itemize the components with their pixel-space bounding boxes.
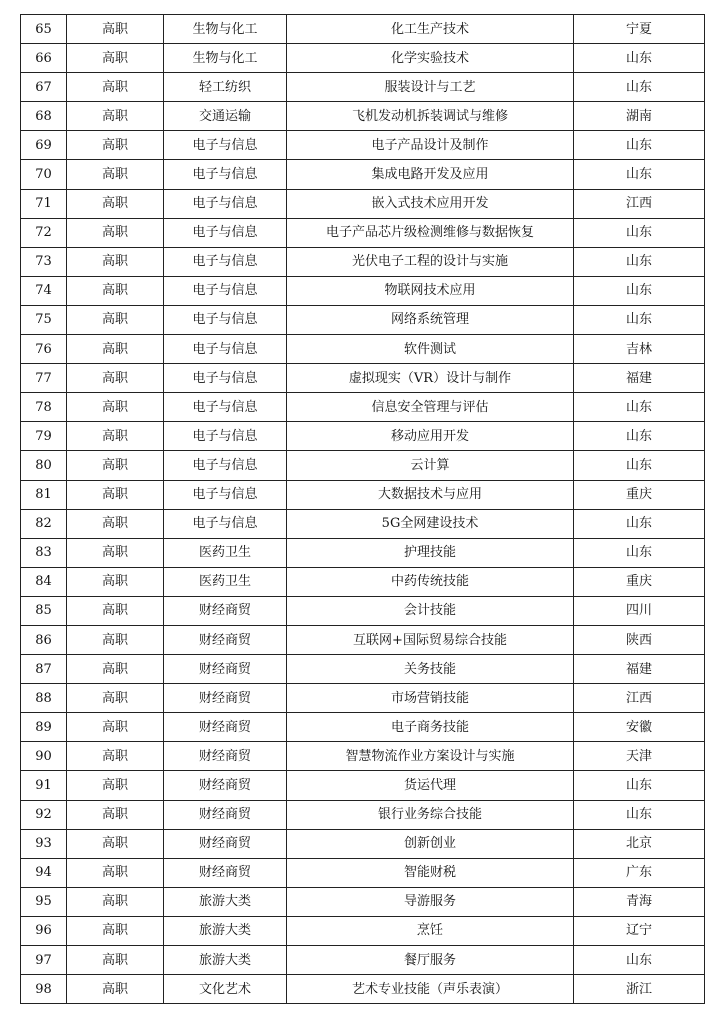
table-row: [21, 655, 705, 684]
category-cell: 财经商贸: [164, 596, 287, 625]
category-cell: 电子与信息: [164, 160, 287, 189]
category-cell: 财经商贸: [164, 742, 287, 771]
table-row: [21, 102, 705, 131]
event-name-cell: 护理技能: [287, 538, 574, 567]
row-number-cell: 86: [21, 625, 67, 654]
province-cell: 山东: [574, 451, 705, 480]
category-cell: 旅游大类: [164, 887, 287, 916]
table-row: [21, 829, 705, 858]
row-number-cell: 94: [21, 858, 67, 887]
province-cell: 湖南: [574, 102, 705, 131]
category-cell: 旅游大类: [164, 946, 287, 975]
level-cell: 高职: [67, 771, 164, 800]
category-cell: 电子与信息: [164, 335, 287, 364]
category-cell: 电子与信息: [164, 218, 287, 247]
table-row: [21, 276, 705, 305]
province-cell: 青海: [574, 887, 705, 916]
row-number-cell: 97: [21, 946, 67, 975]
row-number-cell: 76: [21, 335, 67, 364]
row-number-cell: 95: [21, 887, 67, 916]
event-name-cell: 烹饪: [287, 916, 574, 945]
province-cell: 吉林: [574, 335, 705, 364]
level-cell: 高职: [67, 335, 164, 364]
row-number-cell: 80: [21, 451, 67, 480]
level-cell: 高职: [67, 73, 164, 102]
event-name-cell: 智能财税: [287, 858, 574, 887]
category-cell: 旅游大类: [164, 916, 287, 945]
province-cell: 福建: [574, 364, 705, 393]
table-row: [21, 305, 705, 334]
category-cell: 电子与信息: [164, 305, 287, 334]
event-name-cell: 电子产品设计及制作: [287, 131, 574, 160]
province-cell: 宁夏: [574, 15, 705, 44]
event-name-cell: 光伏电子工程的设计与实施: [287, 247, 574, 276]
category-cell: 生物与化工: [164, 15, 287, 44]
category-cell: 轻工纺织: [164, 73, 287, 102]
table-row: [21, 160, 705, 189]
province-cell: 山东: [574, 305, 705, 334]
category-cell: 电子与信息: [164, 393, 287, 422]
level-cell: 高职: [67, 829, 164, 858]
category-cell: 电子与信息: [164, 189, 287, 218]
level-cell: 高职: [67, 625, 164, 654]
level-cell: 高职: [67, 160, 164, 189]
level-cell: 高职: [67, 102, 164, 131]
province-cell: 山东: [574, 422, 705, 451]
row-number-cell: 98: [21, 975, 67, 1004]
province-cell: 广东: [574, 858, 705, 887]
table-row: [21, 451, 705, 480]
table-row: [21, 916, 705, 945]
province-cell: 江西: [574, 189, 705, 218]
province-cell: 山东: [574, 800, 705, 829]
table-row: [21, 422, 705, 451]
row-number-cell: 68: [21, 102, 67, 131]
event-name-cell: 网络系统管理: [287, 305, 574, 334]
level-cell: 高职: [67, 393, 164, 422]
level-cell: 高职: [67, 946, 164, 975]
table-row: [21, 625, 705, 654]
event-name-cell: 货运代理: [287, 771, 574, 800]
event-name-cell: 物联网技术应用: [287, 276, 574, 305]
table-row: [21, 887, 705, 916]
event-name-cell: 集成电路开发及应用: [287, 160, 574, 189]
level-cell: 高职: [67, 858, 164, 887]
event-name-cell: 电子商务技能: [287, 713, 574, 742]
level-cell: 高职: [67, 916, 164, 945]
row-number-cell: 66: [21, 44, 67, 73]
event-name-cell: 服装设计与工艺: [287, 73, 574, 102]
row-number-cell: 90: [21, 742, 67, 771]
row-number-cell: 89: [21, 713, 67, 742]
event-name-cell: 化工生产技术: [287, 15, 574, 44]
level-cell: 高职: [67, 480, 164, 509]
category-cell: 电子与信息: [164, 276, 287, 305]
event-name-cell: 移动应用开发: [287, 422, 574, 451]
event-name-cell: 银行业务综合技能: [287, 800, 574, 829]
row-number-cell: 96: [21, 916, 67, 945]
table-row: [21, 393, 705, 422]
row-number-cell: 70: [21, 160, 67, 189]
table-body: [21, 15, 705, 1004]
category-cell: 医药卫生: [164, 538, 287, 567]
table-row: [21, 73, 705, 102]
table-row: [21, 946, 705, 975]
event-name-cell: 关务技能: [287, 655, 574, 684]
table-row: [21, 364, 705, 393]
event-name-cell: 嵌入式技术应用开发: [287, 189, 574, 218]
province-cell: 江西: [574, 684, 705, 713]
province-cell: 安徽: [574, 713, 705, 742]
row-number-cell: 72: [21, 218, 67, 247]
province-cell: 山东: [574, 509, 705, 538]
table-row: [21, 771, 705, 800]
province-cell: 浙江: [574, 975, 705, 1004]
province-cell: 辽宁: [574, 916, 705, 945]
category-cell: 交通运输: [164, 102, 287, 131]
province-cell: 天津: [574, 742, 705, 771]
province-cell: 北京: [574, 829, 705, 858]
row-number-cell: 73: [21, 247, 67, 276]
category-cell: 财经商贸: [164, 771, 287, 800]
table-row: [21, 800, 705, 829]
row-number-cell: 79: [21, 422, 67, 451]
table-row: [21, 480, 705, 509]
level-cell: 高职: [67, 509, 164, 538]
province-cell: 山东: [574, 247, 705, 276]
category-cell: 财经商贸: [164, 625, 287, 654]
table-row: [21, 567, 705, 596]
category-cell: 电子与信息: [164, 422, 287, 451]
category-cell: 电子与信息: [164, 480, 287, 509]
row-number-cell: 83: [21, 538, 67, 567]
row-number-cell: 67: [21, 73, 67, 102]
row-number-cell: 84: [21, 567, 67, 596]
level-cell: 高职: [67, 800, 164, 829]
row-number-cell: 75: [21, 305, 67, 334]
province-cell: 山东: [574, 73, 705, 102]
table-row: [21, 15, 705, 44]
row-number-cell: 92: [21, 800, 67, 829]
row-number-cell: 71: [21, 189, 67, 218]
event-name-cell: 化学实验技术: [287, 44, 574, 73]
event-name-cell: 5G全网建设技术: [287, 509, 574, 538]
level-cell: 高职: [67, 975, 164, 1004]
category-cell: 电子与信息: [164, 131, 287, 160]
category-cell: 财经商贸: [164, 655, 287, 684]
province-cell: 山东: [574, 538, 705, 567]
row-number-cell: 77: [21, 364, 67, 393]
table-row: [21, 247, 705, 276]
province-cell: 山东: [574, 44, 705, 73]
level-cell: 高职: [67, 655, 164, 684]
level-cell: 高职: [67, 218, 164, 247]
province-cell: 山东: [574, 131, 705, 160]
level-cell: 高职: [67, 276, 164, 305]
event-name-cell: 虚拟现实（VR）设计与制作: [287, 364, 574, 393]
category-cell: 文化艺术: [164, 975, 287, 1004]
province-cell: 陕西: [574, 625, 705, 654]
table-row: [21, 509, 705, 538]
table-row: [21, 742, 705, 771]
level-cell: 高职: [67, 538, 164, 567]
table-row: [21, 335, 705, 364]
event-name-cell: 餐厅服务: [287, 946, 574, 975]
category-cell: 财经商贸: [164, 829, 287, 858]
province-cell: 重庆: [574, 480, 705, 509]
table-row: [21, 596, 705, 625]
row-number-cell: 82: [21, 509, 67, 538]
level-cell: 高职: [67, 44, 164, 73]
category-cell: 医药卫生: [164, 567, 287, 596]
province-cell: 山东: [574, 276, 705, 305]
event-name-cell: 会计技能: [287, 596, 574, 625]
province-cell: 四川: [574, 596, 705, 625]
province-cell: 山东: [574, 393, 705, 422]
event-name-cell: 电子产品芯片级检测维修与数据恢复: [287, 218, 574, 247]
category-cell: 电子与信息: [164, 247, 287, 276]
event-name-cell: 信息安全管理与评估: [287, 393, 574, 422]
event-name-cell: 创新创业: [287, 829, 574, 858]
province-cell: 山东: [574, 771, 705, 800]
category-cell: 财经商贸: [164, 713, 287, 742]
row-number-cell: 65: [21, 15, 67, 44]
province-cell: 重庆: [574, 567, 705, 596]
province-cell: 山东: [574, 218, 705, 247]
table-row: [21, 858, 705, 887]
event-name-cell: 云计算: [287, 451, 574, 480]
level-cell: 高职: [67, 247, 164, 276]
table-row: [21, 131, 705, 160]
event-name-cell: 智慧物流作业方案设计与实施: [287, 742, 574, 771]
row-number-cell: 81: [21, 480, 67, 509]
event-name-cell: 大数据技术与应用: [287, 480, 574, 509]
level-cell: 高职: [67, 596, 164, 625]
event-name-cell: 艺术专业技能（声乐表演）: [287, 975, 574, 1004]
level-cell: 高职: [67, 189, 164, 218]
province-cell: 山东: [574, 160, 705, 189]
level-cell: 高职: [67, 567, 164, 596]
row-number-cell: 87: [21, 655, 67, 684]
row-number-cell: 69: [21, 131, 67, 160]
row-number-cell: 91: [21, 771, 67, 800]
event-name-cell: 导游服务: [287, 887, 574, 916]
event-name-cell: 飞机发动机拆装调试与维修: [287, 102, 574, 131]
level-cell: 高职: [67, 684, 164, 713]
province-cell: 山东: [574, 946, 705, 975]
row-number-cell: 88: [21, 684, 67, 713]
level-cell: 高职: [67, 422, 164, 451]
event-name-cell: 软件测试: [287, 335, 574, 364]
table-row: [21, 218, 705, 247]
row-number-cell: 78: [21, 393, 67, 422]
category-cell: 生物与化工: [164, 44, 287, 73]
row-number-cell: 74: [21, 276, 67, 305]
level-cell: 高职: [67, 131, 164, 160]
row-number-cell: 93: [21, 829, 67, 858]
level-cell: 高职: [67, 742, 164, 771]
table-row: [21, 538, 705, 567]
table-row: [21, 44, 705, 73]
event-name-cell: 互联网+国际贸易综合技能: [287, 625, 574, 654]
table-row: [21, 189, 705, 218]
level-cell: 高职: [67, 15, 164, 44]
table-row: [21, 713, 705, 742]
level-cell: 高职: [67, 887, 164, 916]
table-row: [21, 684, 705, 713]
competition-table: [20, 14, 705, 1004]
level-cell: 高职: [67, 713, 164, 742]
level-cell: 高职: [67, 364, 164, 393]
row-number-cell: 85: [21, 596, 67, 625]
table-row: [21, 975, 705, 1004]
category-cell: 财经商贸: [164, 858, 287, 887]
level-cell: 高职: [67, 305, 164, 334]
category-cell: 电子与信息: [164, 451, 287, 480]
category-cell: 电子与信息: [164, 509, 287, 538]
event-name-cell: 中药传统技能: [287, 567, 574, 596]
level-cell: 高职: [67, 451, 164, 480]
category-cell: 财经商贸: [164, 800, 287, 829]
category-cell: 财经商贸: [164, 684, 287, 713]
category-cell: 电子与信息: [164, 364, 287, 393]
event-name-cell: 市场营销技能: [287, 684, 574, 713]
province-cell: 福建: [574, 655, 705, 684]
